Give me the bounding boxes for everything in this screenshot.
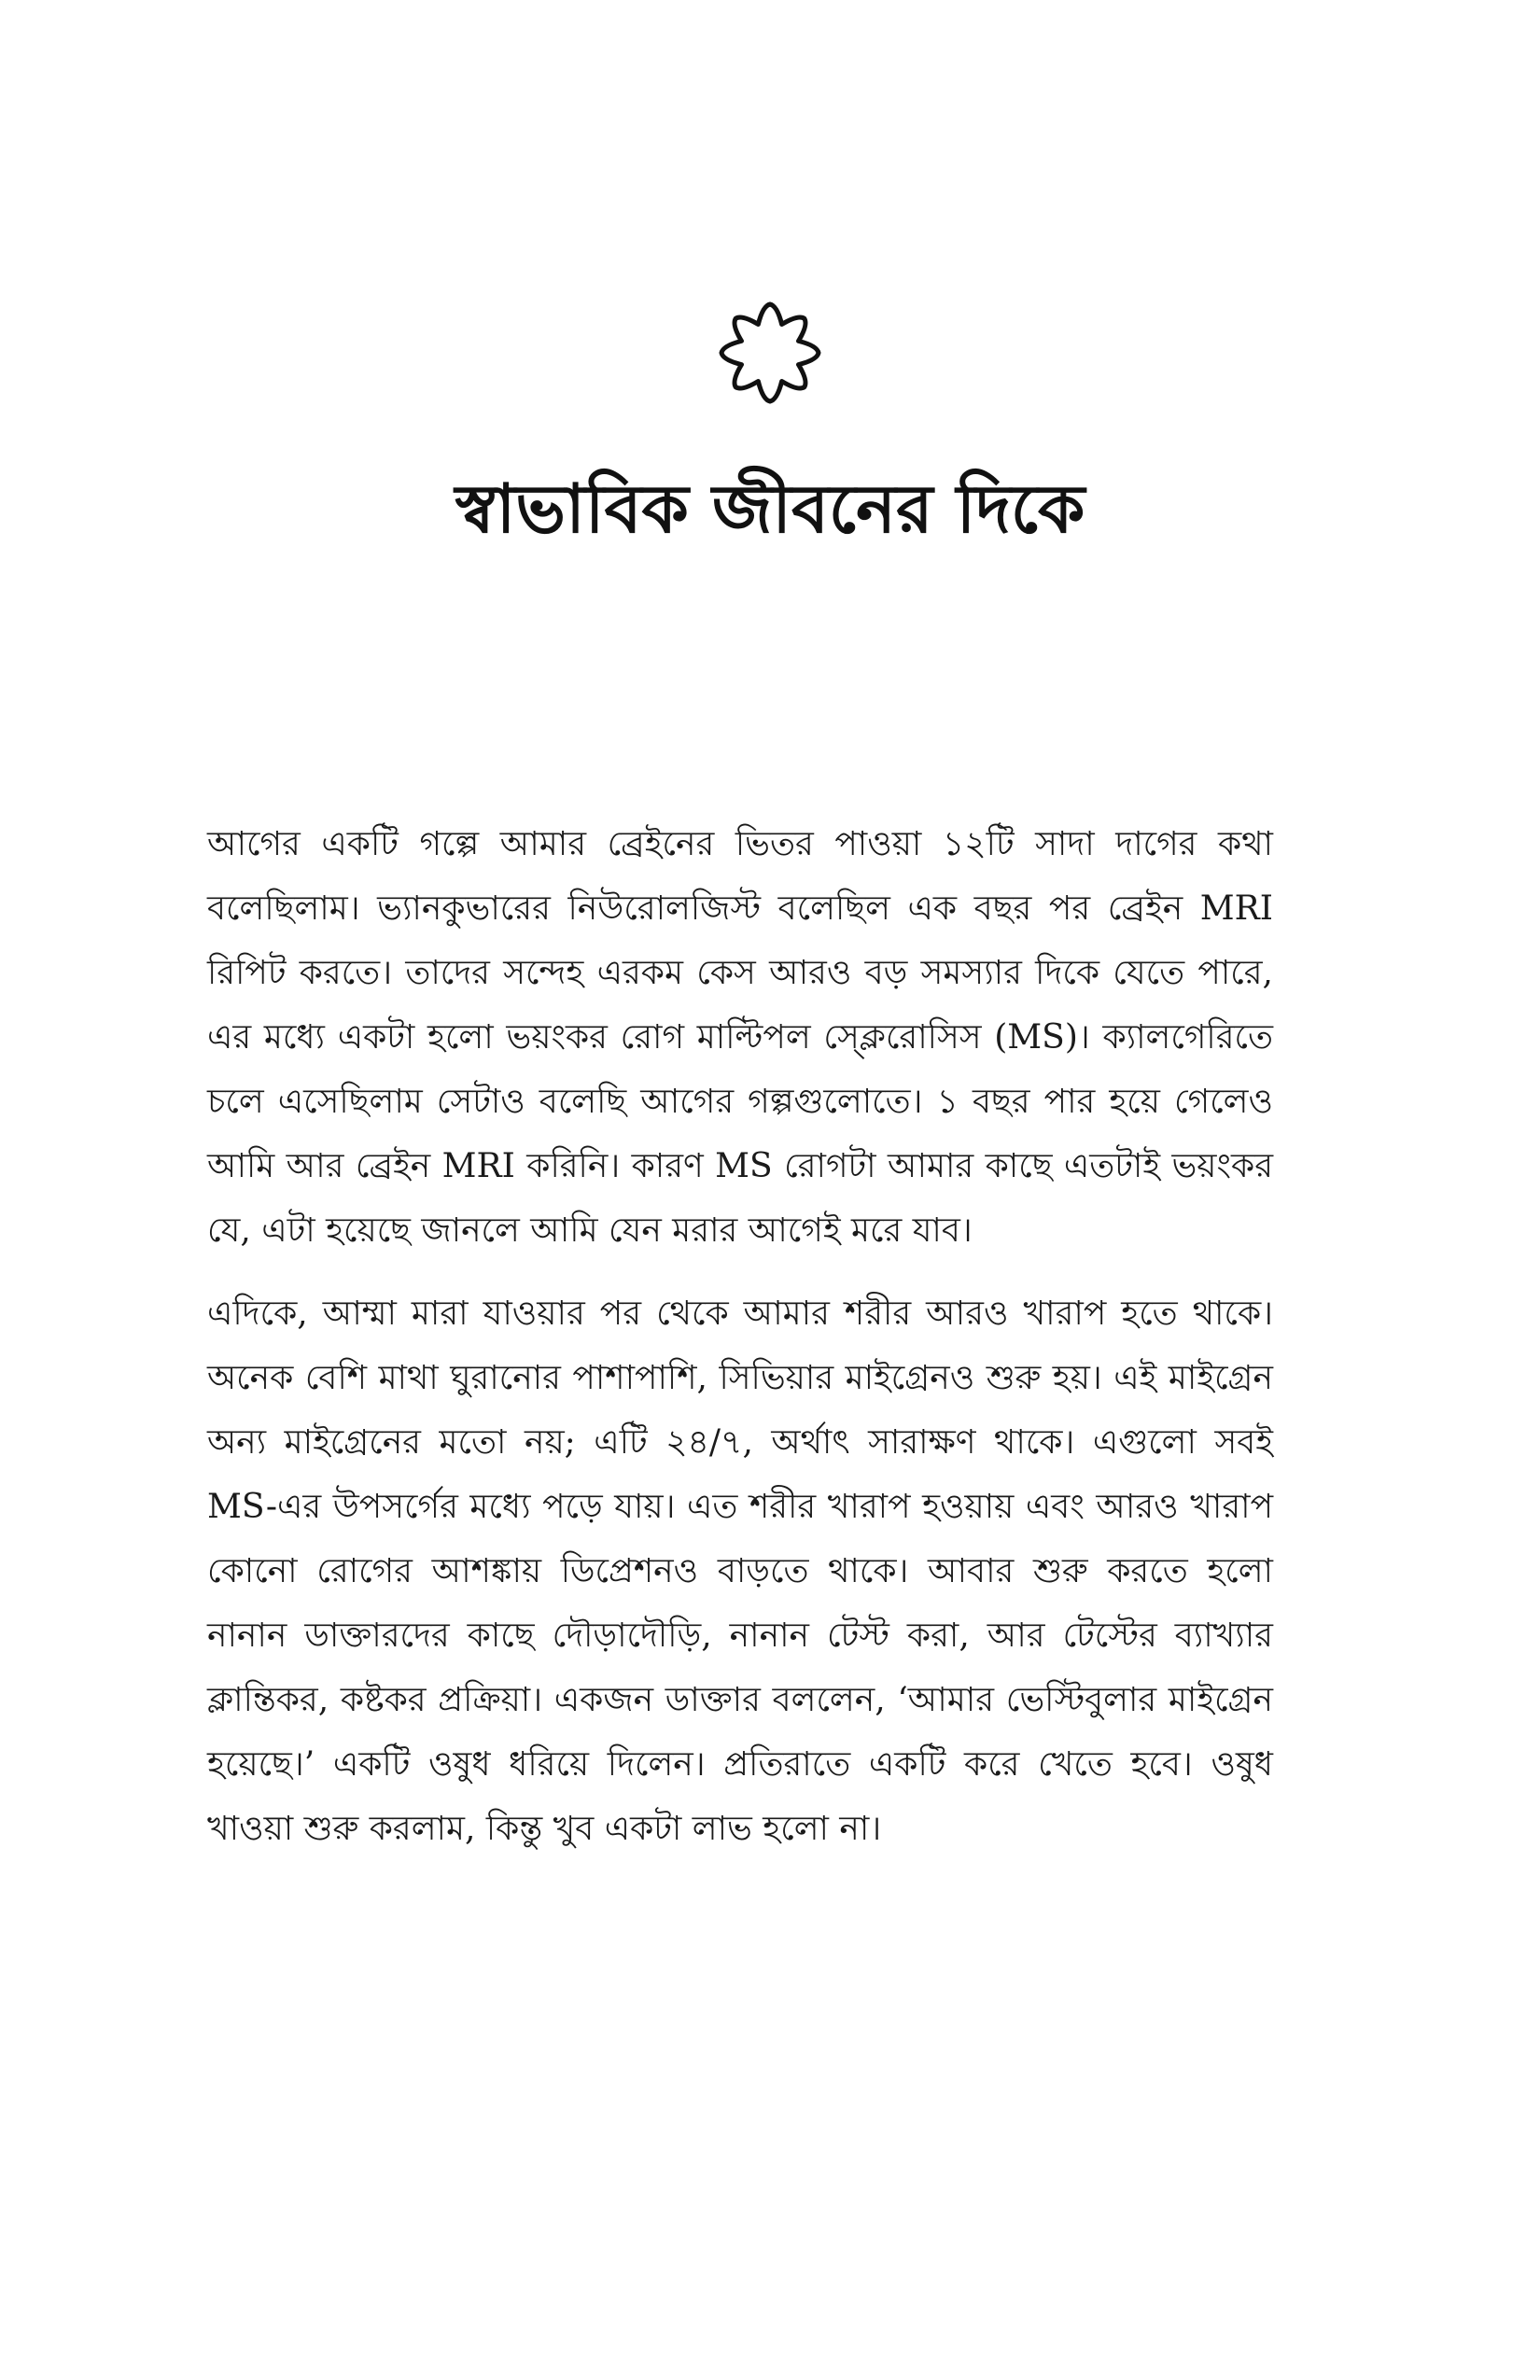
chapter-ornament bbox=[0, 297, 1540, 409]
paragraph-2: এদিকে, আম্মা মারা যাওয়ার পর থেকে আমার শরীর আরও খারাপ হতে থাকে। অনেক বেশি মাথা ঘুরানোর পাশাপাশি, সিভিয়ার মাইগ্রেনও শুরু হয়। এই মাইগ্রেন অন্য মাইগ্রেনের মতো নয়; এটি ২৪/৭, অর্থাৎ সারাক্ষণ থাকে। এগুলো সবই MS-এর উপসর্গের মধ্যে পড়ে যায়। এত শরীর খারাপ হওয়ায় এবং আরও খারাপ কোনো রোগের আশঙ্কায় ডিপ্রেশনও বাড়তে থাকে। আবার শুরু করতে হলো নানান ডাক্তারদের কাছে দৌড়াদৌড়ি, নানান টেস্ট করা, আর টেস্টের ব্যাখ্যার ক্লান্তিকর, কষ্টকর প্রক্রিয়া। একজন ডাক্তার বললেন, ‘আমার ভেস্টিবুলার মাইগ্রেন হয়েছে।’ একটি ওষুধ ধরিয়ে দিলেন। প্রতিরাতে একটি করে খেতে হবে। ওষুধ খাওয়া শুরু করলাম, কিন্তু খুব একটা লাভ হলো না। bbox=[207, 1295, 1273, 1848]
paragraph-1: আগের একটি গল্পে আমার ব্রেইনের ভিতর পাওয়া ১২টি সাদা দাগের কথা বলেছিলাম। ভ্যানকুভারের নিউরোলজিস্ট বলেছিল এক বছর পর ব্রেইন MRI রিপিট করতে। তাদের সন্দেহ এরকম কেস আরও বড় সমস্যার দিকে যেতে পারে, এর মধ্যে একটা হলো ভয়ংকর রোগ মাল্টিপল স্ক্লেরোসিস (MS)। ক্যালগেরিতে চলে এসেছিলাম সেটাও বলেছি আগের গল্পগুলোতে। ১ বছর পার হয়ে গেলেও আমি আর ব্রেইন MRI করিনি। কারণ MS রোগটা আমার কাছে এতটাই ভয়ংকর যে, এটা হয়েছে জানলে আমি যেন মরার আগেই মরে যাব। bbox=[207, 825, 1273, 1250]
chapter-body bbox=[207, 812, 1273, 1880]
eight-point-star-outline-icon bbox=[714, 297, 826, 409]
chapter-title: স্বাভাবিক জীবনের দিকে bbox=[455, 469, 1085, 548]
